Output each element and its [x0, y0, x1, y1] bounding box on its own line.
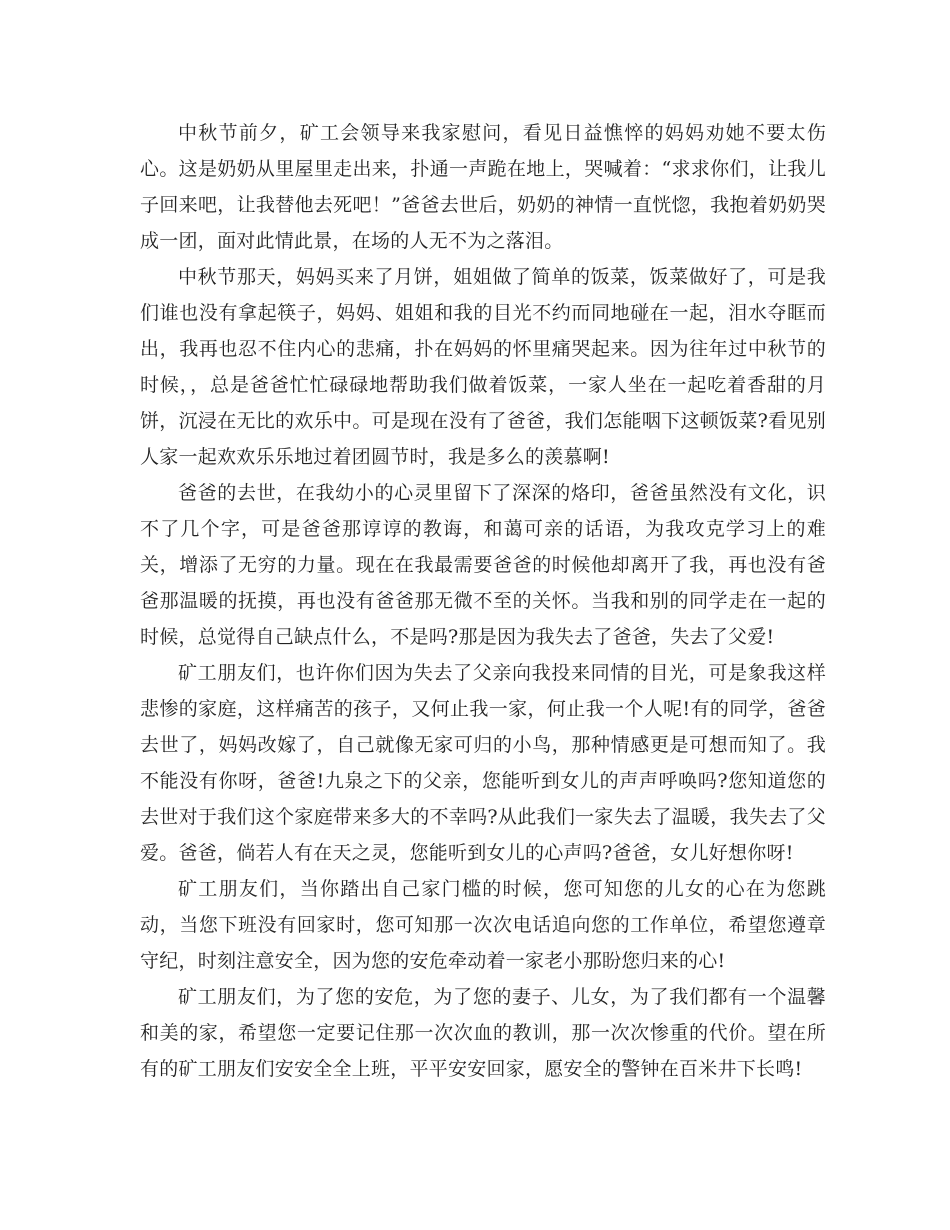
- paragraph-5: 矿工朋友们，当你踏出自己家门槛的时候，您可知您的儿女的心在为您跳动，当您下班没有回家时，您可知那一次次电话追向您的工作单位，希望您遵章守纪，时刻注意安全，因为您的安危牵动着一家老小那盼您归来的心!: [140, 878, 826, 972]
- paragraph-2: 中秋节那天，妈妈买来了月饼，姐姐做了简单的饭菜，饭菜做好了，可是我们谁也没有拿起筷子，妈妈、姐姐和我的目光不约而同地碰在一起，泪水夺眶而出，我再也忍不住内心的悲痛，扑在妈妈的怀里痛哭起来。因为往年过中秋节的时候，，总是爸爸忙忙碌碌地帮助我们做着饭菜，一家人坐在一起吃着香甜的月饼，沉浸在无比的欢乐中。可是现在没有了爸爸，我们怎能咽下这顿饭菜?看见别人家一起欢欢乐乐地过着团圆节时，我是多么的羡慕啊!: [140, 266, 826, 468]
- paragraph-1: 中秋节前夕，矿工会领导来我家慰问，看见日益憔悴的妈妈劝她不要太伤心。这是奶奶从里屋里走出来，扑通一声跪在地上，哭喊着：“求求你们，让我儿子回来吧，让我替他去死吧！”爸爸去世后，奶奶的神情一直恍惚，我抱着奶奶哭成一团，面对此情此景，在场的人无不为之落泪。: [140, 122, 826, 252]
- paragraph-6: 矿工朋友们，为了您的安危，为了您的妻子、儿女，为了我们都有一个温馨和美的家，希望您一定要记住那一次次血的教训，那一次次惨重的代价。望在所有的矿工朋友们安安全全上班，平平安安回家，愿安全的警钟在百米井下长鸣!: [140, 986, 826, 1080]
- document-body: [140, 115, 826, 1087]
- paragraph-3: 爸爸的去世，在我幼小的心灵里留下了深深的烙印，爸爸虽然没有文化，识不了几个字，可是爸爸那谆谆的教诲，和蔼可亲的话语，为我攻克学习上的难关，增添了无穷的力量。现在在我最需要爸爸的时候他却离开了我，再也没有爸爸那温暖的抚摸，再也没有爸爸那无微不至的关怀。当我和别的同学走在一起的时候，总觉得自己缺点什么，不是吗?那是因为我失去了爸爸，失去了父爱!: [140, 482, 826, 648]
- paragraph-4: 矿工朋友们，也许你们因为失去了父亲向我投来同情的目光，可是象我这样悲惨的家庭，这样痛苦的孩子，又何止我一家，何止我一个人呢!有的同学，爸爸去世了，妈妈改嫁了，自己就像无家可归的小鸟，那种情感更是可想而知了。我不能没有你呀，爸爸!九泉之下的父亲，您能听到女儿的声声呼唤吗?您知道您的去世对于我们这个家庭带来多大的不幸吗?从此我们一家失去了温暖，我失去了父爱。爸爸，倘若人有在天之灵，您能听到女儿的心声吗?爸爸，女儿好想你呀!: [140, 662, 826, 864]
